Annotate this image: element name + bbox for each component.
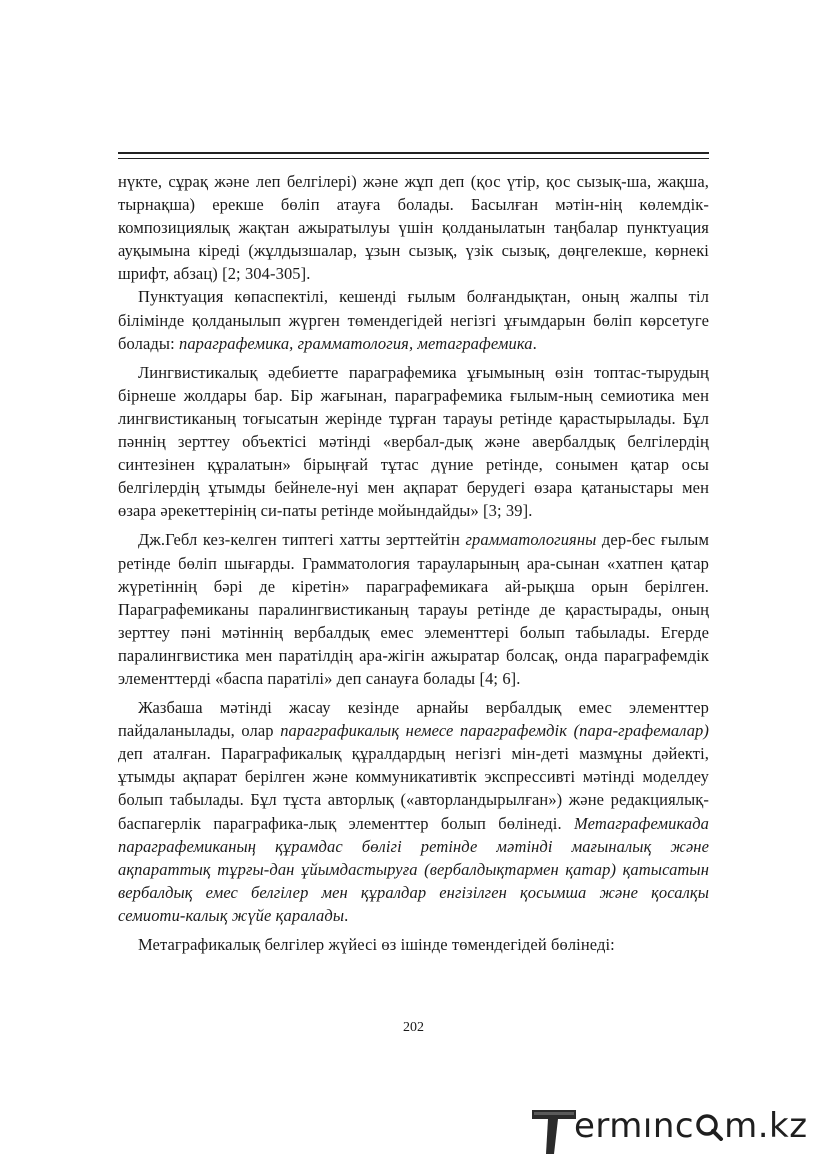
italic-text: параграфемика, грамматология, метаграфемика xyxy=(178,333,533,353)
italic-text: параграфикалық немесе параграфемдік (пара-графемалар) xyxy=(280,721,709,741)
text-run: . xyxy=(344,905,349,925)
logo-text-end: m.kz xyxy=(724,1106,808,1146)
termincom-logo[interactable] xyxy=(528,1100,818,1160)
text-run: нүкте, сұрақ және леп белгілері) және жұп деп (қос үтір, қос сызық-ша, жақша, тырнақша) ерекше бөліп атауға болады. Басылған мәтін-нің көлемдік-композициялық жақтан ажыратылуы үшін қолданылатын таңбалар пунктуация ауқымына кіреді (жұлдызшалар, ұзын сызық, үзік сызық, дөңгелекше, көрнекі шрифт, абзац) [2; 304-305]. xyxy=(118,172,709,284)
paragraph xyxy=(118,285,709,354)
header-rule-thin xyxy=(118,158,709,159)
text-run: Лингвистикалық әдебиетте параграфемика ұғымының өзін топтас-тырудың бірнеше жолдары бар. Бір жағынан, параграфемика ғылым-ның семиотика мен лингвистиканың тоғысатын жерінде тұрған тарауы ретінде қарастырылады. Бұл пәннің зерттеу объектісі мәтінді «вербал-дық және авербалдық белгілердің синтезінен құралатын» бірыңғай тұтас дүние ретінде, сонымен қатар осы белгілердің ұтымды бейнеле-нуі мен ақпарат берудегі өзара қатаныстары мен өзара әрекеттерінің си-паты ретінде мойындайды» [3; 39]. xyxy=(118,362,709,521)
text-run: Метаграфикалық белгілер жүйесі өз ішінде төмендегідей бөлінеді: xyxy=(138,935,615,954)
page-number: 202 xyxy=(403,1020,424,1035)
paragraph xyxy=(118,696,709,927)
magnifier-o-icon xyxy=(694,1111,724,1141)
logo-text xyxy=(574,1106,808,1146)
text-run: дер-бес ғылым ретінде бөліп шығарды. Грамматология тарауларының ара-сынан «хатпен қатар жүретіннің бәрі де кіретін» параграфемикаға ай-рықша орын берілген. Параграфемиканы паралингвистиканың тарауы ретінде де қарастырады, оның зерттеу пәні мәтіннің вербалдық емес элементтері болып табылады. Егерде паралингвистика мен паратілдің ара-жігін ажыратар болсақ, онда параграфемдік элементтерді «баспа паратілі» деп санауға болады [4; 6]. xyxy=(118,530,709,688)
header-rule-thick xyxy=(118,152,709,154)
paragraph xyxy=(118,528,709,690)
text-run: . xyxy=(532,333,537,353)
text-run: Жазбаша мәтінді жасау кезінде арнайы вербалдық емес элементтер пайдаланылады, олар xyxy=(118,698,709,741)
paragraph xyxy=(118,933,709,956)
text-run: Дж.Гебл кез-келген типтегі хатты зерттейтін xyxy=(138,530,466,550)
italic-text: Метаграфемикада параграфемиканың құрамдас бөлігі ретінде мәтінді мағыналық және ақпараттық тұрғы-дан ұйымдастыруға (вербалдықтармен қатар) қатысатын вербалдық емес белгілер мен құралдар енгізілген қосымша және қосалқы семиоти-калық жүйе қаралады xyxy=(118,813,709,925)
italic-text: грамматологияны xyxy=(465,530,597,550)
body-text xyxy=(118,170,709,956)
logo-text-start: ermınc xyxy=(574,1106,695,1146)
text-run: деп аталған. Параграфикалық құралдардың негізгі мін-деті мазмұны дәйекті, ұтымды ақпарат берілген және коммуникативтік экспрессивті мәтінді моделдеу болып табылады. Бұл тұста авторлық («авторландырылған») және редакциялық-баспагерлік параграфика-лық элементтер болып бөлінеді. xyxy=(118,744,709,833)
paragraph xyxy=(118,361,709,523)
text-run: Пунктуация көпаспектілі, кешенді ғылым болғандықтан, оның жалпы тіл білімінде қолданылып жүрген төмендегідей негізгі ұғымдарын бөліп көрсетуге болады: xyxy=(118,287,709,353)
paragraph xyxy=(118,170,709,285)
t-logo-icon xyxy=(528,1104,580,1156)
